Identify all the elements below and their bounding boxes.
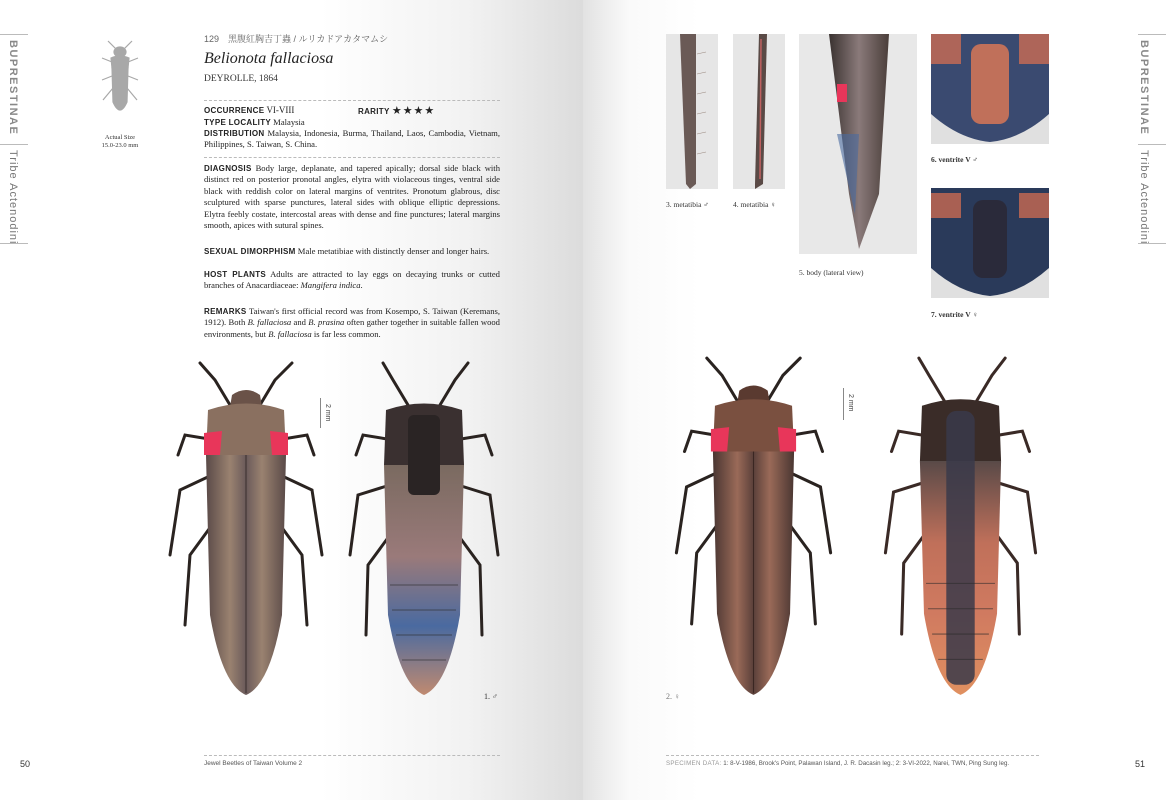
beetle-silhouette-icon — [98, 40, 142, 120]
remarks-text: often gather together in suitable fallen wood environments, but — [204, 317, 500, 339]
specimen-1-dorsal-photo — [160, 355, 332, 700]
specimen-1-ventral-photo — [338, 355, 510, 700]
dimorphism-label: SEXUAL DIMORPHISM — [204, 247, 296, 256]
diagnosis — [204, 163, 500, 231]
diagnosis-text: Body large, deplanate, and tapered apically; dorsal side black with distinct red on posterior pronotal angles, elytra with violaceous tinges, ventral side black with reddish color on lateral margins of ventrites. Pronotum glabrous, disc sculptured with sparse punctures, lateral sides with oblique elliptic depressions. Elytra feebly costate, intercostal areas with dense and fine punctures; lateral margins smooth, apices with sutural spines. — [204, 163, 500, 231]
ventrite-male-caption: 6. ventrite V ♂ — [931, 155, 979, 164]
specimen-2-ventral-photo — [868, 350, 1053, 700]
body-lateral-photo — [799, 34, 917, 254]
ventrite-female-photo — [931, 188, 1049, 298]
family-tab-label: BUPRESTINAE — [1138, 40, 1150, 136]
species-author: DEYROLLE, 1864 — [204, 74, 278, 84]
figure-1-caption: 1. ♂ — [484, 692, 498, 701]
metatibia-male-caption: 3. metatibia ♂ — [666, 200, 709, 209]
type-locality — [204, 117, 500, 128]
type-locality-label: TYPE LOCALITY — [204, 118, 272, 127]
running-footer: Jewel Beetles of Taiwan Volume 2 — [204, 760, 303, 767]
specimen-data — [666, 760, 1009, 767]
host-text: Adults are attracted to lay eggs on decaying trunks or cutted branches of Anacardiaceae: — [204, 269, 500, 291]
distribution-value: Malaysia, Indonesia, Burma, Thailand, Laos, Cambodia, Vietnam, Philippines, S. Taiwan, S. China. — [204, 128, 500, 150]
remarks-species: B. prasina — [308, 317, 345, 328]
remarks-species: B. fallaciosa — [268, 328, 312, 339]
host-text-end: . — [360, 280, 363, 291]
species-name: Belionota fallaciosa — [204, 50, 334, 67]
scale-label: 2 mm — [847, 394, 854, 412]
footer-divider — [204, 755, 500, 756]
remarks-species: B. fallaciosa — [247, 317, 292, 328]
scale-bar — [320, 398, 321, 428]
specimen-2-dorsal-photo — [661, 350, 846, 700]
occurrence-value: VI-VIII — [266, 105, 295, 115]
page-number-right: 51 — [1135, 759, 1146, 769]
right-page — [583, 0, 1166, 800]
family-tab-label: BUPRESTINAE — [7, 40, 19, 136]
rarity-stars: ★★★★ — [391, 105, 436, 117]
remarks-label: REMARKS — [204, 307, 247, 316]
tribe-tab-label: Tribe Actenodini — [1138, 150, 1150, 245]
actual-size-value: 15.0-23.0 mm — [101, 142, 139, 149]
scale-label: 2 mm — [324, 404, 331, 422]
footer-divider — [666, 755, 1039, 756]
scale-bar — [843, 388, 844, 420]
host-plants — [204, 269, 500, 292]
dimorphism-text: Male metatibiae with distinctly denser and longer hairs. — [297, 246, 490, 256]
specimen-data-label: SPECIMEN DATA: — [666, 760, 722, 767]
rarity-row — [358, 104, 435, 117]
metatibia-female-photo — [733, 34, 785, 189]
host-label: HOST PLANTS — [204, 270, 267, 279]
remarks-text: and — [291, 317, 309, 328]
occurrence-label: OCCURRENCE — [204, 106, 265, 115]
remarks — [204, 306, 500, 340]
page-number-left: 50 — [20, 759, 31, 769]
ventrite-female-caption: 7. ventrite V ♀ — [931, 310, 979, 319]
remarks-text: Taiwan's first official record was from Kosempo, S. Taiwan (Keremans, 1912). Both — [204, 306, 500, 328]
species-number-header: 129 黑腹紅胸吉丁蟲 / ルリカドアカタマムシ — [204, 34, 389, 44]
rarity-label: RARITY — [358, 107, 390, 116]
metatibia-male-photo — [666, 34, 718, 189]
distribution-label: DISTRIBUTION — [204, 129, 265, 138]
distribution — [204, 128, 500, 151]
distribution-divider — [204, 157, 500, 158]
actual-size-label: Actual Size — [104, 134, 136, 141]
header-divider — [204, 100, 500, 101]
occurrence-row — [204, 105, 294, 115]
sexual-dimorphism — [204, 246, 500, 257]
body-lateral-caption: 5. body (lateral view) — [799, 268, 864, 277]
host-plant-species: Mangifera indica — [300, 280, 361, 291]
type-locality-value: Malaysia — [273, 117, 305, 127]
diagnosis-label: DIAGNOSIS — [204, 164, 252, 173]
figure-2-caption: 2. ♀ — [666, 692, 680, 701]
remarks-text: is far less common. — [311, 328, 381, 339]
metatibia-female-caption: 4. metatibia ♀ — [733, 200, 776, 209]
specimen-data-text: 1: 8-V-1986, Brook's Point, Palawan Island, J. R. Dacasin leg.; 2: 3-VI-2022, Narei, TWN, Ping Sung leg. — [723, 760, 1010, 767]
ventrite-male-photo — [931, 34, 1049, 144]
tribe-tab-label: Tribe Actenodini — [7, 150, 19, 245]
